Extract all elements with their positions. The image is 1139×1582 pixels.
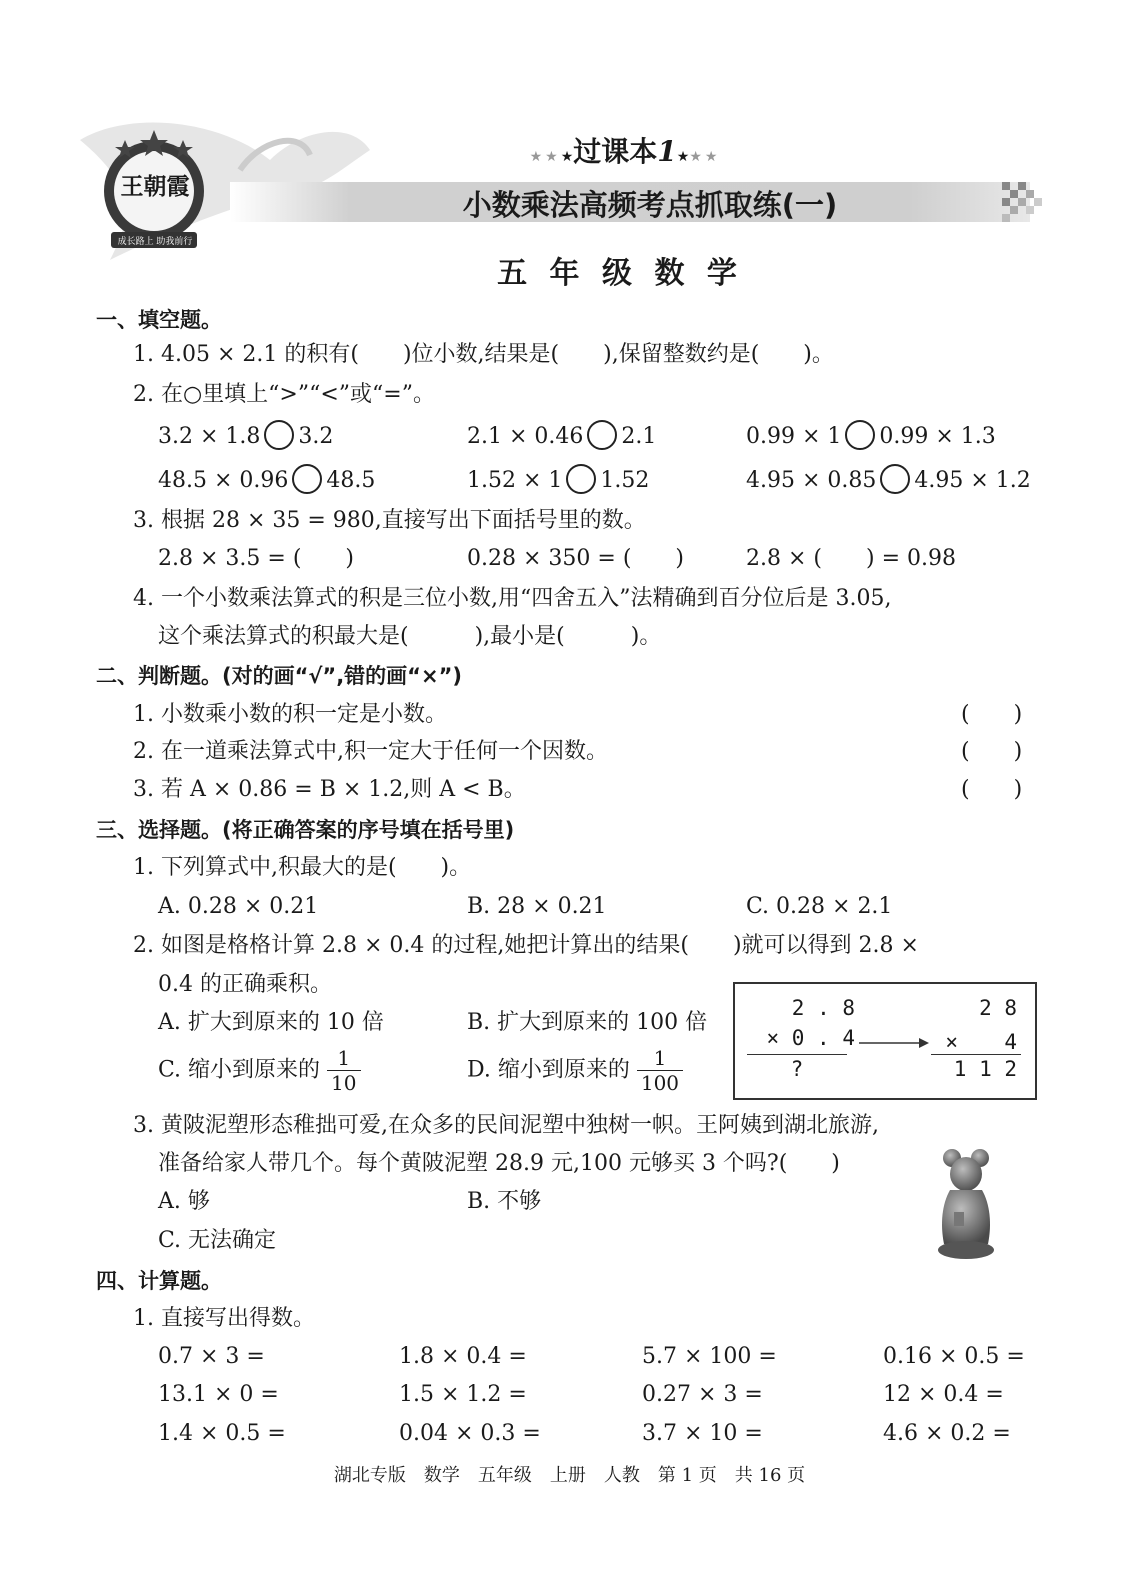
s3-q2-line1: 2. 如图是格格计算 2.8 × 0.4 的过程,她把计算出的结果( )就可以得到 2.8 × (133, 933, 919, 958)
calc-right-mult: × 4 (945, 1030, 1017, 1054)
s1-q3-item: 2.8 × ( ) = 0.98 (746, 546, 956, 571)
calc-item: 1.5 × 1.2 = (399, 1382, 527, 1407)
calc-item: 3.7 × 10 = (642, 1421, 763, 1446)
judge-item: 3. 若 A × 0.86 = B × 1.2,则 A < B。 (133, 777, 526, 802)
compare-item: 1.52 × 1 1.52 (467, 464, 649, 496)
calc-left-rule (747, 1054, 847, 1055)
series-label: ★★★过课本1★★★ (529, 135, 721, 168)
calc-item: 0.04 × 0.3 = (399, 1421, 541, 1446)
choice-option[interactable]: A. 0.28 × 0.21 (158, 894, 319, 919)
subtitle: 五 年 级 数 学 (497, 256, 743, 291)
calc-item: 0.27 × 3 = (642, 1382, 763, 1407)
fraction: $\frac{1}{100}$ (637, 1046, 683, 1095)
calc-left-result: ? (790, 1057, 804, 1081)
section-1-heading: 一、填空题。 (96, 308, 222, 332)
s1-q4-line2: 这个乘法算式的积最大是( ),最小是( )。 (158, 624, 662, 649)
calc-right-rule (931, 1054, 1021, 1055)
choice-option[interactable]: A. 够 (158, 1189, 210, 1214)
calc-item: 0.7 × 3 = (158, 1344, 265, 1369)
page-footer: 湖北专版 数学 五年级 上册 人教 第 1 页 共 16 页 (333, 1465, 806, 1486)
compare-item: 4.95 × 0.85 4.95 × 1.2 (746, 464, 1031, 496)
section-2-heading: 二、判断题。(对的画“√”,错的画“×”) (96, 664, 462, 688)
calc-right-top: 2 8 (979, 996, 1017, 1020)
calc-item: 5.7 × 100 = (642, 1344, 777, 1369)
choice-option[interactable]: B. 扩大到原来的 100 倍 (467, 1010, 708, 1035)
s3-q1: 1. 下列算式中,积最大的是( )。 (133, 855, 472, 880)
choice-option[interactable]: A. 扩大到原来的 10 倍 (158, 1010, 384, 1035)
choice-option[interactable]: C. 缩小到原来的 $\frac{1}{10}$ (158, 1046, 361, 1095)
choice-option[interactable]: B. 不够 (467, 1189, 542, 1214)
choice-option[interactable]: C. 无法确定 (158, 1228, 277, 1253)
s1-q3-item: 2.8 × 3.5 = ( ) (158, 546, 354, 571)
calc-item: 1.8 × 0.4 = (399, 1344, 527, 1369)
s1-q2: 2. 在○里填上“>”“<”或“=”。 (133, 382, 435, 407)
section-3-heading: 三、选择题。(将正确答案的序号填在括号里) (96, 818, 515, 842)
calc-item: 1.4 × 0.5 = (158, 1421, 286, 1446)
calc-left-mult: × 0 . 4 (766, 1026, 855, 1050)
choice-option[interactable]: B. 28 × 0.21 (467, 894, 607, 919)
answer-circle[interactable] (587, 420, 617, 450)
calc-item: 12 × 0.4 = (883, 1382, 1004, 1407)
compare-item: 48.5 × 0.96 48.5 (158, 464, 375, 496)
calc-left-top: 2 . 8 (791, 996, 855, 1020)
judge-bracket[interactable]: ( ) (961, 702, 1023, 727)
s3-q2-line2: 0.4 的正确乘积。 (158, 972, 332, 997)
calc-right-result: 1 1 2 (953, 1057, 1017, 1081)
logo-tagline: 成长路上 助我前行 (117, 237, 193, 247)
s3-q3-line2: 准备给家人带几个。每个黄陂泥塑 28.9 元,100 元够买 3 个吗?( ) (158, 1151, 840, 1176)
calc-item: 13.1 × 0 = (158, 1382, 279, 1407)
answer-circle[interactable] (880, 464, 910, 494)
answer-circle[interactable] (845, 420, 875, 450)
calculation-box (733, 982, 1037, 1100)
judge-item: 1. 小数乘小数的积一定是小数。 (133, 702, 447, 727)
page-title: 小数乘法高频考点抓取练(一) (462, 188, 838, 222)
compare-item: 0.99 × 1 0.99 × 1.3 (746, 420, 996, 452)
s1-q4-line1: 4. 一个小数乘法算式的积是三位小数,用“四舍五入”法精确到百分位后是 3.05, (133, 586, 892, 611)
calc-item: 0.16 × 0.5 = (883, 1344, 1025, 1369)
judge-bracket[interactable]: ( ) (961, 739, 1023, 764)
choice-option[interactable]: C. 0.28 × 2.1 (746, 894, 893, 919)
fraction: $\frac{1}{10}$ (327, 1046, 360, 1095)
choice-option[interactable]: D. 缩小到原来的 $\frac{1}{100}$ (467, 1046, 683, 1095)
s1-q3: 3. 根据 28 × 35 = 980,直接写出下面括号里的数。 (133, 508, 646, 533)
compare-item: 3.2 × 1.8 3.2 (158, 420, 333, 452)
answer-circle[interactable] (292, 464, 322, 494)
compare-item: 2.1 × 0.46 2.1 (467, 420, 656, 452)
star-decoration-icon: ★★ (529, 149, 561, 165)
s3-q3-line1: 3. 黄陂泥塑形态稚拙可爱,在众多的民间泥塑中独树一帜。王阿姨到湖北旅游, (133, 1113, 879, 1138)
calc-item: 4.6 × 0.2 = (883, 1421, 1011, 1446)
section-4-heading: 四、计算题。 (96, 1269, 222, 1293)
logo-text: 王朝霞 (120, 173, 190, 200)
judge-item: 2. 在一道乘法算式中,积一定大于任何一个因数。 (133, 739, 608, 764)
judge-bracket[interactable]: ( ) (961, 777, 1023, 802)
clay-figurine-icon (928, 1144, 1004, 1264)
s1-q1: 1. 4.05 × 2.1 的积有( )位小数,结果是( ),保留整数约是( )。 (133, 342, 834, 367)
s4-q1: 1. 直接写出得数。 (133, 1306, 315, 1331)
checker-decoration-icon (1002, 182, 1042, 222)
s1-q3-item: 0.28 × 350 = ( ) (467, 546, 684, 571)
answer-circle[interactable] (566, 464, 596, 494)
arrow-right-icon (857, 1036, 929, 1050)
answer-circle[interactable] (264, 420, 294, 450)
